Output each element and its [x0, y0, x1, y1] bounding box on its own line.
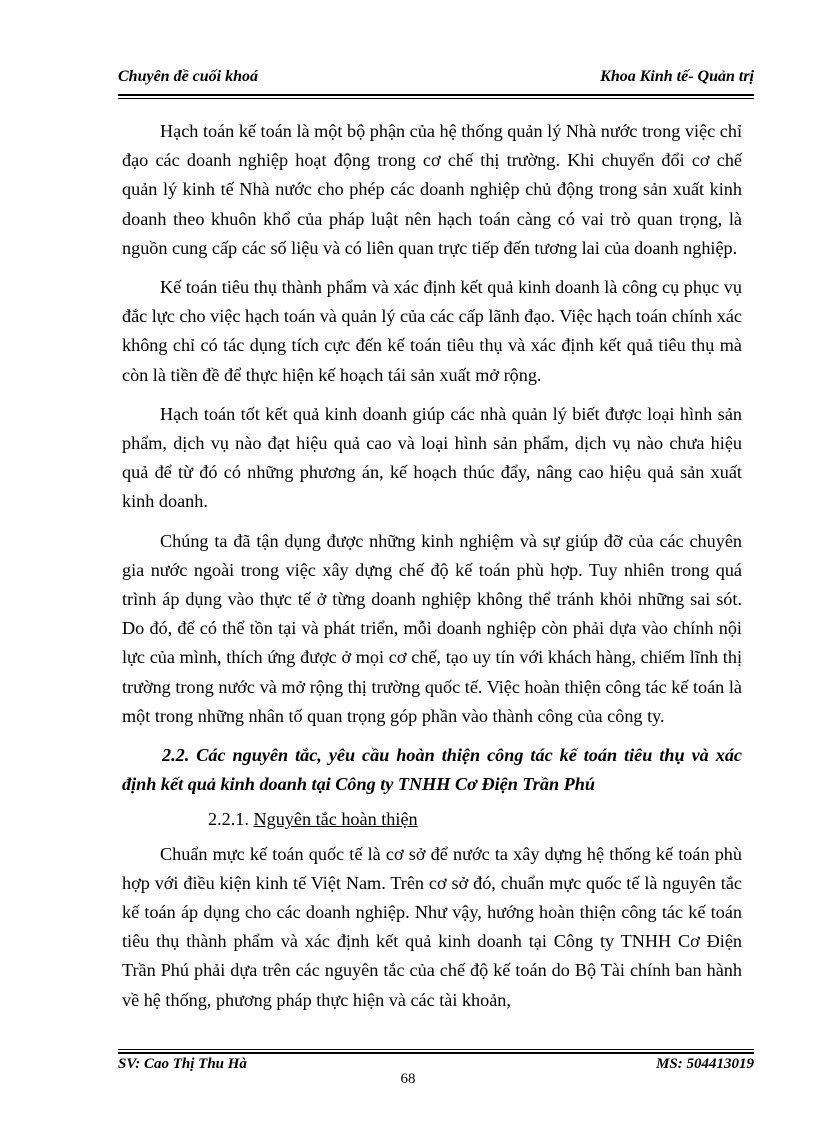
subsection-title: Nguyên tắc hoàn thiện	[253, 809, 418, 830]
paragraph-1: Hạch toán kế toán là một bộ phận của hệ thống quản lý Nhà nước trong việc chỉ đạo các doanh nghiệp hoạt động trong cơ chế thị trường. Khi chuyển đổi cơ chế quản lý kinh tế Nhà nước cho phép các doanh nghiệp chủ động trong sản xuất kinh doanh theo khuôn khổ của pháp luật nên hạch toán càng có vai trò quan trọng, là nguồn cung cấp các số liệu và có liên quan trực tiếp đến tương lai của doanh nghiệp.	[122, 121, 742, 258]
paragraph-5: Chuẩn mực kế toán quốc tế là cơ sở để nước ta xây dựng hệ thống kế toán phù hợp với điều kiện kinh tế Việt Nam. Trên cơ sở đó, chuẩn mực quốc tế là nguyên tắc kế toán áp dụng cho các doanh nghiệp. Như vậy, hướng hoàn thiện công tác kế toán tiêu thụ thành phẩm và xác định kết quả kinh doanh tại Công ty TNHH Cơ Điện Trần Phú phải dựa trên các nguyên tắc của chế độ kế toán do Bộ Tài chính ban hành về hệ thống, phương pháp thực hiện và các tài khoản,	[122, 843, 742, 1010]
header-left-title: Chuyên đề cuối khoá	[118, 68, 259, 85]
paragraph-3: Hạch toán tốt kết quả kinh doanh giúp các nhà quản lý biết được loại hình sản phẩm, dịch vụ nào đạt hiệu quả cao và loại hình sản phẩm, dịch vụ nào chưa hiệu quả để từ đó có những phương án, kế hoạch thúc đẩy, nâng cao hiệu quả sản xuất kinh doanh.	[122, 403, 742, 512]
footer-rule-thick	[118, 1052, 754, 1054]
paragraph-4: Chúng ta đã tận dụng được những kinh nghiệm và sự giúp đỡ của các chuyên gia nước ngoài trong việc xây dựng chế độ kế toán phù hợp. Tuy nhiên trong quá trình áp dụng vào thực tế ở từng doanh nghiệp không thể tránh khỏi những sai sót. Do đó, để có thể tồn tại và phát triển, mỗi doanh nghiệp còn phải dựa vào chính nội lực của mình, thích ứng được ở mọi cơ chế, tạo uy tín với khách hàng, chiếm lĩnh thị trường trong nước và mở rộng thị trường quốc tế. Việc hoàn thiện công tác kế toán là một trong những nhân tố quan trọng góp phần vào thành công của công ty.	[122, 530, 742, 726]
header-rule-thin	[118, 98, 754, 99]
document-body	[122, 117, 742, 1025]
footer-student-name: SV: Cao Thị Thu Hà	[118, 1056, 247, 1072]
subsection-heading	[122, 805, 742, 834]
header-rule-thick	[118, 94, 754, 96]
header-right-title: Khoa Kinh tế- Quản trị	[600, 68, 754, 85]
subsection-number: 2.2.1.	[208, 809, 249, 830]
section-heading: 2.2. Các nguyên tắc, yêu cầu hoàn thiện công tác kế toán tiêu thụ và xác định kết quả kinh doanh tại Công ty TNHH Cơ Điện Trần Phú	[122, 745, 742, 795]
paragraph-2: Kế toán tiêu thụ thành phẩm và xác định kết quả kinh doanh là công cụ phục vụ đắc lực cho việc hạch toán và quản lý của các cấp lãnh đạo. Việc hạch toán chính xác không chỉ có tác dụng tích cực đến kế toán tiêu thụ và xác định kết quả tiêu thụ mà còn là tiền đề để thực hiện kế hoạch tái sản xuất mở rộng.	[122, 277, 742, 385]
page-header	[118, 64, 754, 94]
footer-student-id: MS: 504413019	[656, 1056, 754, 1072]
footer-rule-thin	[118, 1049, 754, 1050]
page-number: 68	[400, 1071, 416, 1087]
